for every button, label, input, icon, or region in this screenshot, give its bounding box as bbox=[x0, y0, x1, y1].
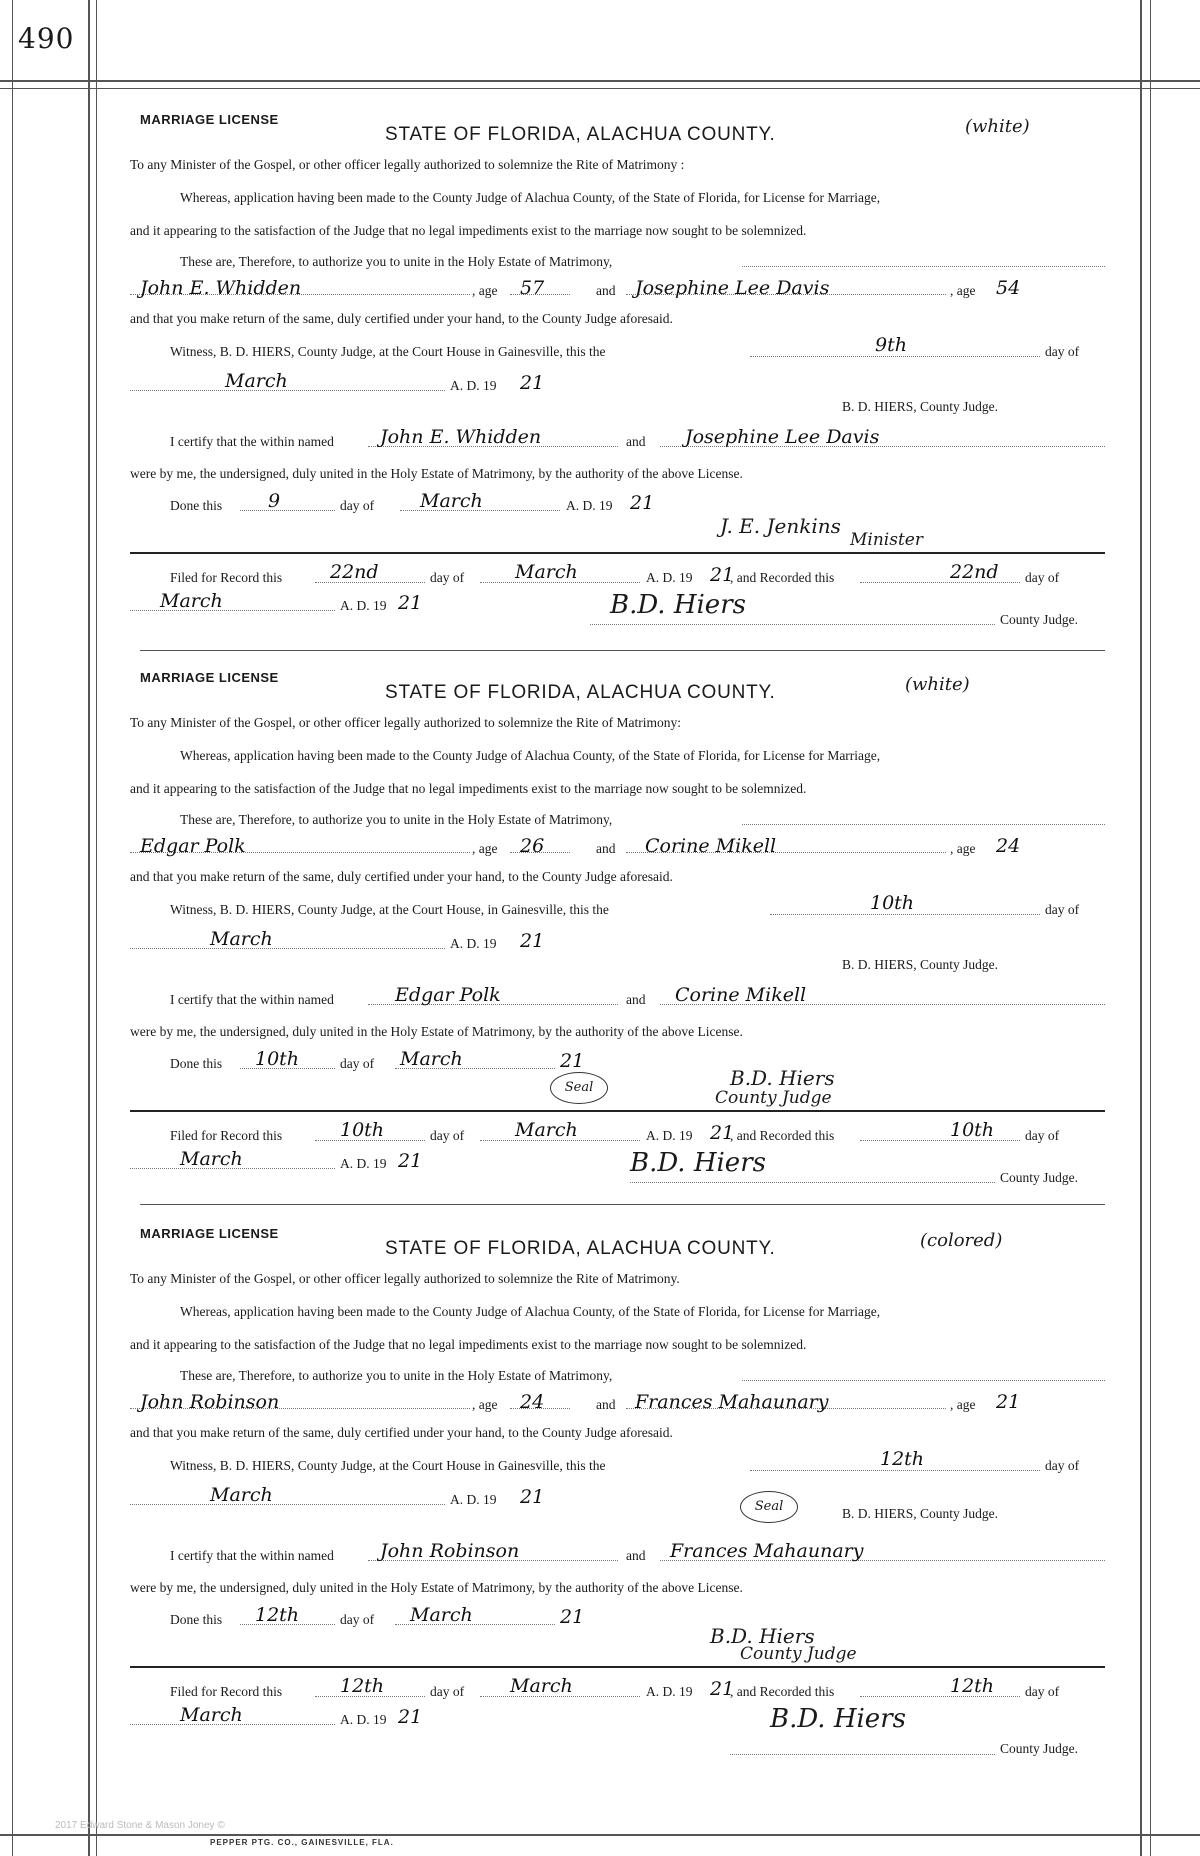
authorize-clause: These are, Therefore, to authorize you to unite in the Holy Estate of Matrimony, bbox=[180, 1368, 613, 1383]
witness-day: 10th bbox=[870, 892, 915, 914]
day-of-label: day of bbox=[1045, 344, 1080, 359]
day-of-label: day of bbox=[1025, 570, 1060, 585]
page-number: 490 bbox=[18, 22, 75, 55]
witness-month-line bbox=[130, 948, 445, 949]
recorded-year: 21 bbox=[398, 1150, 423, 1172]
day-of-label: day of bbox=[1045, 1458, 1080, 1473]
filed-month: March bbox=[510, 1675, 573, 1697]
done-day-line bbox=[240, 510, 335, 511]
day-of-label: day of bbox=[1045, 902, 1080, 917]
witness-month-line bbox=[130, 1504, 445, 1505]
groom-name: John E. Whidden bbox=[140, 277, 302, 299]
race-note: (colored) bbox=[920, 1230, 1003, 1251]
officiant-signature: B.D. Hiers bbox=[730, 1066, 835, 1090]
license-1 bbox=[130, 112, 1105, 652]
divider-rule bbox=[130, 1110, 1105, 1112]
left-margin-rule bbox=[12, 0, 13, 1856]
done-year: 21 bbox=[560, 1606, 585, 1628]
recorded-year: 21 bbox=[398, 1706, 423, 1728]
recorded-day-line bbox=[860, 1140, 1020, 1141]
salutation: To any Minister of the Gospel, or other officer legally authorized to solemnize the Rite of Matrimony. bbox=[130, 1271, 680, 1286]
ad-short: A. D. 19 bbox=[646, 1128, 693, 1143]
bride-name: Frances Mahaunary bbox=[635, 1391, 829, 1413]
divider-rule bbox=[130, 1666, 1105, 1668]
ad-label: A. D. 19 bbox=[450, 378, 497, 393]
section-divider bbox=[140, 650, 1105, 651]
header-rule-2 bbox=[0, 88, 1200, 89]
done-month: March bbox=[410, 1604, 473, 1626]
officiant-signature: J. E. Jenkins bbox=[720, 514, 841, 538]
filed-label: Filed for Record this bbox=[170, 1684, 283, 1699]
united-clause: were by me, the undersigned, duly united in the Holy Estate of Matrimony, by the authority of the above License. bbox=[130, 1024, 743, 1039]
appearing-clause: and it appearing to the satisfaction of the Judge that no legal impediments exist to the marriage now sought to be solemnized. bbox=[130, 781, 807, 796]
filed-year: 21 bbox=[710, 564, 735, 586]
age-label: , age bbox=[950, 283, 976, 298]
salutation: To any Minister of the Gospel, or other officer legally authorized to solemnize the Rite of Matrimony : bbox=[130, 157, 685, 172]
witness-month: March bbox=[210, 1484, 273, 1506]
day-of-label: day of bbox=[340, 1056, 375, 1071]
done-day: 10th bbox=[255, 1048, 300, 1070]
bride-age: 21 bbox=[996, 1391, 1021, 1413]
done-label: Done this bbox=[170, 1612, 223, 1627]
age-label: , age bbox=[472, 1397, 498, 1412]
cert-bride: Frances Mahaunary bbox=[670, 1540, 864, 1562]
authorize-clause: These are, Therefore, to authorize you to unite in the Holy Estate of Matrimony, bbox=[180, 254, 613, 269]
witness-clause: Witness, B. D. HIERS, County Judge, at the Court House in Gainesville, this the bbox=[170, 1458, 606, 1473]
certify-clause: I certify that the within named bbox=[170, 434, 334, 449]
left-margin-rule-3 bbox=[96, 0, 97, 1856]
license-header-label: MARRIAGE LICENSE bbox=[140, 112, 279, 127]
bride-name: Josephine Lee Davis bbox=[635, 277, 830, 299]
filed-year: 21 bbox=[710, 1678, 735, 1700]
recorded-month: March bbox=[180, 1148, 243, 1170]
filed-label: Filed for Record this bbox=[170, 1128, 283, 1143]
certify-clause: I certify that the within named bbox=[170, 992, 334, 1007]
return-clause: and that you make return of the same, duly certified under your hand, to the County Judge aforesaid. bbox=[130, 869, 673, 884]
ad-short: A. D. 19 bbox=[646, 1684, 693, 1699]
day-of-label: day of bbox=[430, 1128, 465, 1143]
recorded-month: March bbox=[180, 1704, 243, 1726]
united-clause: were by me, the undersigned, duly united in the Holy Estate of Matrimony, by the authority of the above License. bbox=[130, 466, 743, 481]
witness-clause: Witness, B. D. HIERS, County Judge, at the Court House in Gainesville, this the bbox=[170, 344, 606, 359]
footer-rule bbox=[0, 1834, 1200, 1836]
race-note: (white) bbox=[965, 116, 1030, 137]
whereas-clause: Whereas, application having been made to the County Judge of Alachua County, of the State of Florida, for License for Marriage, bbox=[180, 1304, 881, 1319]
officiant-title: County Judge bbox=[740, 1644, 857, 1664]
recorded-year: 21 bbox=[398, 592, 423, 614]
groom-name: Edgar Polk bbox=[140, 835, 246, 857]
day-of-label: day of bbox=[340, 1612, 375, 1627]
ad-label: A. D. 19 bbox=[450, 936, 497, 951]
recorded-day: 12th bbox=[950, 1675, 995, 1697]
groom-age: 24 bbox=[520, 1391, 545, 1413]
and-label: and bbox=[626, 1548, 646, 1563]
filed-year: 21 bbox=[710, 1122, 735, 1144]
witness-day-line bbox=[770, 914, 1040, 915]
recorded-label: , and Recorded this bbox=[730, 1684, 835, 1699]
race-note: (white) bbox=[905, 674, 970, 695]
year: 21 bbox=[520, 930, 545, 952]
done-year: 21 bbox=[630, 492, 655, 514]
officiant-signature: B.D. Hiers bbox=[710, 1624, 815, 1648]
county-judge-label: County Judge. bbox=[1000, 612, 1079, 627]
done-day: 9 bbox=[268, 490, 281, 512]
day-of-label: day of bbox=[1025, 1684, 1060, 1699]
ad-short: A. D. 19 bbox=[340, 1712, 387, 1727]
and-label: and bbox=[596, 841, 616, 856]
cert-groom: John E. Whidden bbox=[380, 426, 542, 448]
officiant-title: County Judge bbox=[715, 1088, 832, 1108]
county-judge-label: County Judge. bbox=[1000, 1170, 1079, 1185]
day-of-label: day of bbox=[1025, 1128, 1060, 1143]
done-year: 21 bbox=[560, 1050, 585, 1072]
witness-day: 9th bbox=[875, 334, 907, 356]
bride-age: 24 bbox=[996, 835, 1021, 857]
groom-age: 57 bbox=[520, 277, 545, 299]
printer-imprint: PEPPER PTG. CO., GAINESVILLE, FLA. bbox=[210, 1838, 394, 1847]
cert-bride: Corine Mikell bbox=[675, 984, 807, 1006]
age-label: , age bbox=[472, 841, 498, 856]
license-header-label: MARRIAGE LICENSE bbox=[140, 1226, 279, 1241]
salutation: To any Minister of the Gospel, or other officer legally authorized to solemnize the Rite of Matrimony: bbox=[130, 715, 682, 730]
judge-sign-line bbox=[630, 1182, 995, 1183]
license-header-label: MARRIAGE LICENSE bbox=[140, 670, 279, 685]
right-margin-rule-2 bbox=[1150, 0, 1151, 1856]
authorize-clause: These are, Therefore, to authorize you to unite in the Holy Estate of Matrimony, bbox=[180, 812, 613, 827]
state-county-heading: STATE OF FLORIDA, ALACHUA COUNTY. bbox=[385, 682, 776, 703]
groom-age: 26 bbox=[520, 835, 545, 857]
ad-short: A. D. 19 bbox=[340, 598, 387, 613]
divider-rule bbox=[130, 552, 1105, 554]
done-month: March bbox=[400, 1048, 463, 1070]
ad-label: A. D. 19 bbox=[450, 1492, 497, 1507]
filed-day: 10th bbox=[340, 1119, 385, 1141]
and-label: and bbox=[596, 283, 616, 298]
judge-signature: B.D. Hiers bbox=[610, 590, 746, 620]
groom-name: John Robinson bbox=[140, 1391, 280, 1413]
bride-name: Corine Mikell bbox=[645, 835, 777, 857]
judge-title: B. D. HIERS, County Judge. bbox=[842, 399, 999, 414]
bride-age: 54 bbox=[996, 277, 1021, 299]
appearing-clause: and it appearing to the satisfaction of the Judge that no legal impediments exist to the marriage now sought to be solemnized. bbox=[130, 1337, 807, 1352]
appearing-clause: and it appearing to the satisfaction of the Judge that no legal impediments exist to the marriage now sought to be solemnized. bbox=[130, 223, 807, 238]
judge-title: B. D. HIERS, County Judge. bbox=[842, 957, 999, 972]
ad-short: A. D. 19 bbox=[340, 1156, 387, 1171]
filed-month: March bbox=[515, 561, 578, 583]
return-clause: and that you make return of the same, duly certified under your hand, to the County Judge aforesaid. bbox=[130, 311, 673, 326]
section-divider bbox=[140, 1204, 1105, 1205]
year: 21 bbox=[520, 372, 545, 394]
day-of-label: day of bbox=[430, 570, 465, 585]
witness-month: March bbox=[210, 928, 273, 950]
done-month: March bbox=[420, 490, 483, 512]
judge-signature: B.D. Hiers bbox=[630, 1148, 766, 1178]
whereas-clause: Whereas, application having been made to the County Judge of Alachua County, of the State of Florida, for License for Marriage, bbox=[180, 190, 881, 205]
done-label: Done this bbox=[170, 498, 223, 513]
ad-short: A. D. 19 bbox=[566, 498, 613, 513]
recorded-label: , and Recorded this bbox=[730, 1128, 835, 1143]
license-2 bbox=[130, 670, 1105, 1210]
state-county-heading: STATE OF FLORIDA, ALACHUA COUNTY. bbox=[385, 1238, 776, 1259]
filed-day: 12th bbox=[340, 1675, 385, 1697]
state-county-heading: STATE OF FLORIDA, ALACHUA COUNTY. bbox=[385, 124, 776, 145]
filed-day: 22nd bbox=[330, 561, 379, 583]
and-label: and bbox=[596, 1397, 616, 1412]
recorded-label: , and Recorded this bbox=[730, 570, 835, 585]
certify-clause: I certify that the within named bbox=[170, 1548, 334, 1563]
and-label: and bbox=[626, 434, 646, 449]
judge-title: B. D. HIERS, County Judge. bbox=[842, 1506, 999, 1521]
dotted-line bbox=[742, 824, 1105, 825]
return-clause: and that you make return of the same, duly certified under your hand, to the County Judge aforesaid. bbox=[130, 1425, 673, 1440]
age-label: , age bbox=[472, 283, 498, 298]
recorded-day: 10th bbox=[950, 1119, 995, 1141]
ad-short: A. D. 19 bbox=[646, 570, 693, 585]
seal-stamp: Seal bbox=[740, 1491, 798, 1523]
filed-label: Filed for Record this bbox=[170, 570, 283, 585]
seal-stamp: Seal bbox=[550, 1072, 608, 1104]
witness-day-line bbox=[750, 356, 1040, 357]
recorded-day: 22nd bbox=[950, 561, 999, 583]
county-judge-label: County Judge. bbox=[1000, 1741, 1079, 1756]
witness-month: March bbox=[225, 370, 288, 392]
judge-sign-line bbox=[590, 624, 995, 625]
witness-day: 12th bbox=[880, 1448, 925, 1470]
year: 21 bbox=[520, 1486, 545, 1508]
judge-sign-line bbox=[730, 1754, 995, 1755]
united-clause: were by me, the undersigned, duly united in the Holy Estate of Matrimony, by the authority of the above License. bbox=[130, 1580, 743, 1595]
whereas-clause: Whereas, application having been made to the County Judge of Alachua County, of the State of Florida, for License for Marriage, bbox=[180, 748, 881, 763]
and-label: and bbox=[626, 992, 646, 1007]
right-margin-rule bbox=[1140, 0, 1142, 1856]
officiant-title: Minister bbox=[850, 530, 923, 550]
done-day: 12th bbox=[255, 1604, 300, 1626]
witness-clause: Witness, B. D. HIERS, County Judge, at the Court House, in Gainesville, this the bbox=[170, 902, 609, 917]
witness-day-line bbox=[750, 1470, 1040, 1471]
age-label: , age bbox=[950, 1397, 976, 1412]
dotted-line bbox=[742, 1380, 1105, 1381]
cert-groom: Edgar Polk bbox=[395, 984, 501, 1006]
filed-month: March bbox=[515, 1119, 578, 1141]
day-of-label: day of bbox=[430, 1684, 465, 1699]
day-of-label: day of bbox=[340, 498, 375, 513]
age-label: , age bbox=[950, 841, 976, 856]
cert-bride: Josephine Lee Davis bbox=[685, 426, 880, 448]
recorded-month: March bbox=[160, 590, 223, 612]
done-label: Done this bbox=[170, 1056, 223, 1071]
cert-groom: John Robinson bbox=[380, 1540, 520, 1562]
watermark: 2017 Edward Stone & Mason Joney © bbox=[55, 1820, 225, 1831]
license-3 bbox=[130, 1226, 1105, 1766]
recorded-day-line bbox=[860, 1696, 1020, 1697]
left-margin-rule-2 bbox=[88, 0, 90, 1856]
dotted-line bbox=[742, 266, 1105, 267]
judge-signature: B.D. Hiers bbox=[770, 1704, 906, 1734]
header-rule bbox=[0, 80, 1200, 82]
